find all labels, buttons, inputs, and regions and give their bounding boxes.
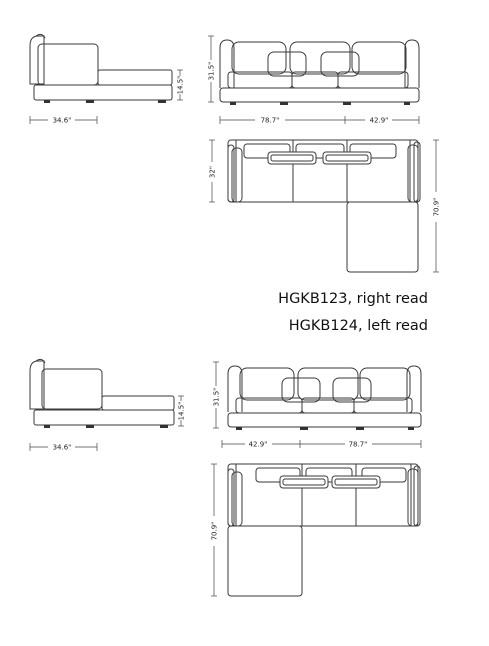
m2-plan-chaise-label: 70.9" xyxy=(210,521,219,541)
m2-plan-view xyxy=(228,464,420,596)
model-label-hgkb124: HGKB124, left read xyxy=(288,318,428,334)
m2-side-depth-dim xyxy=(30,443,97,452)
m2-front-elevation xyxy=(228,366,421,430)
m2-front-width-dim xyxy=(222,440,421,449)
m1-side-depth-label: 34.6" xyxy=(52,116,72,125)
m1-front-width-dim xyxy=(220,116,419,125)
m1-front-height-dim xyxy=(208,36,216,102)
model-label-hgkb123: HGKB123, right read xyxy=(278,291,428,307)
m2-side-depth-label: 34.6" xyxy=(52,443,72,452)
m1-front-width-right-label: 42.9" xyxy=(369,116,389,125)
m1-plan-chaise-label: 70.9" xyxy=(432,197,441,217)
m2-plan-chaise-dim xyxy=(211,464,219,596)
m1-seat-height-dim xyxy=(177,70,185,100)
m1-plan-depth-label: 32" xyxy=(208,165,217,179)
m2-seat-height-label: 14.5" xyxy=(177,401,186,421)
m1-seat-height-label: 14.5" xyxy=(176,75,185,95)
m1-plan-chaise-dim xyxy=(433,140,441,272)
m2-front-width-left-label: 42.9" xyxy=(248,440,268,449)
m1-plan-view xyxy=(228,140,420,272)
m2-seat-height-dim xyxy=(178,396,186,426)
m2-front-height-dim xyxy=(213,362,221,428)
m2-side-elevation xyxy=(30,359,174,428)
m1-front-width-left-label: 78.7" xyxy=(260,116,280,125)
m1-plan-depth-dim xyxy=(209,140,217,202)
m1-side-elevation xyxy=(30,34,172,103)
m2-front-height-label: 31.5" xyxy=(212,387,221,407)
m2-front-width-right-label: 78.7" xyxy=(348,440,368,449)
m1-front-height-label: 31.5" xyxy=(207,61,216,81)
m1-side-depth-dim xyxy=(30,116,97,125)
m1-front-elevation xyxy=(220,40,419,105)
